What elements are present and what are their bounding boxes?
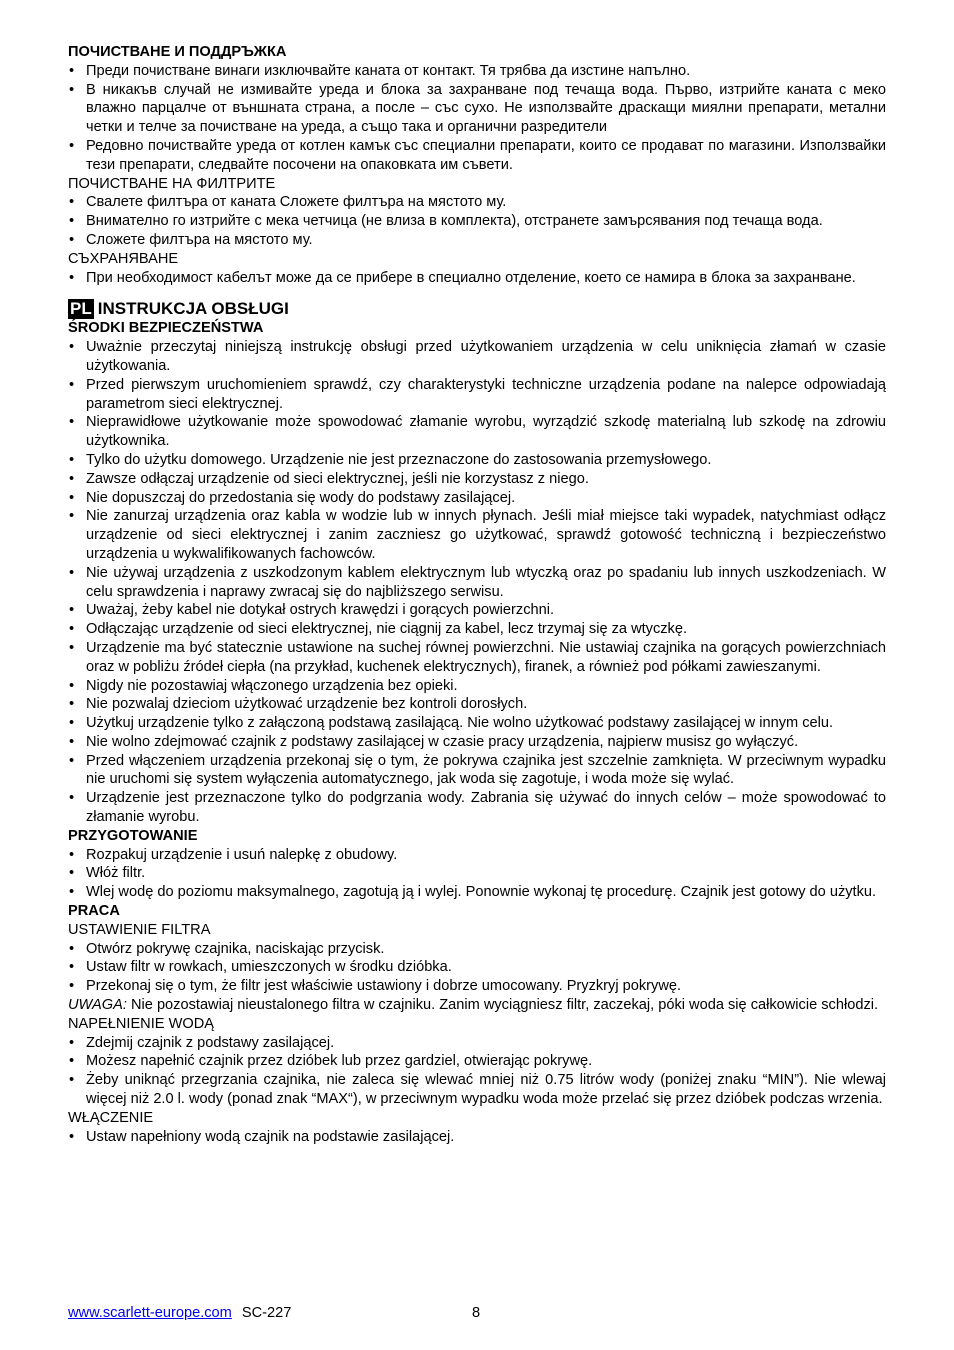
list-item: • Urządzenie ma być statecznie ustawione na suchej równej powierzchni. Nie ustawiaj czajnika na gorących powierzchniach oraz w pobliżu źródeł ciepła (na przykład, kuchenek elektrycznych), firanek, a również pod półkami zawieszanymi. <box>68 639 886 677</box>
list-item: • Nigdy nie pozostawiaj włączonego urządzenia bez opieki. <box>68 677 886 696</box>
document-page <box>68 43 886 1146</box>
note-label: UWAGA: <box>68 997 127 1014</box>
pl-fill-title: NAPEŁNIENIE WODĄ <box>68 1015 214 1032</box>
pl-switch-title: WŁĄCZENIE <box>68 1109 154 1126</box>
list-item: • Zdejmij czajnik z podstawy zasilającej. <box>68 1034 886 1053</box>
list-item: • Ustaw napełniony wodą czajnik na podstawie zasilającej. <box>68 1128 886 1147</box>
bg-storage-list <box>68 269 886 288</box>
list-item: • Otwórz pokrywę czajnika, naciskając przycisk. <box>68 940 886 959</box>
list-item: • Nie pozwalaj dzieciom użytkować urządzenie bez kontroli dorosłych. <box>68 695 886 714</box>
list-item: • Преди почистване винаги изключвайте каната от контакт. Тя трябва да изстине напълно. <box>68 62 886 81</box>
pl-prep-list <box>68 846 886 902</box>
list-item: • В никакъв случай не измивайте уреда и блока за захранване под течаща вода. Първо, изтрийте каната с меко влажно парцалче от външната страна, а после – със сухо. Не използвайте драскащи миялни препарати, метални четки и телче за почистване на уреда, а също така и органични разредители <box>68 81 886 137</box>
list-item: • Wlej wodę do poziomu maksymalnego, zagotują ją i wylej. Ponownie wykonaj tę procedurę. Czajnik jest gotowy do użytku. <box>68 883 886 902</box>
pl-safety-title: ŚRODKI BEZPIECZEŃSTWA <box>68 320 264 337</box>
website-link[interactable]: www.scarlett-europe.com <box>68 1305 232 1321</box>
list-item: • Редовно почиствайте уреда от котлен камък със специални препарати, които се продават по магазини. Използвайки тези препарати, следвайте посочени на опаковката им съвети. <box>68 137 886 175</box>
list-item: • Tylko do użytku domowego. Urządzenie nie jest przeznaczone do zastosowania przemysłowego. <box>68 451 886 470</box>
list-item: • Rozpakuj urządzenie i usuń nalepkę z obudowy. <box>68 846 886 865</box>
bg-storage-title: СЪХРАНЯВАНЕ <box>68 250 179 267</box>
list-item: • Внимателно го изтрийте с мека четчица (не влиза в комплекта), отстранете замърсявания под течаща вода. <box>68 212 886 231</box>
list-item: • Żeby uniknąć przegrzania czajnika, nie zaleca się wlewać mniej niż 0.75 litrów wody (poniżej znaku “MIN”). Nie wlewaj więcej niż 2.0 l. wody (ponad znak “MAX“), w przeciwnym wypadku woda może przelać się przez dzióbek podczas wrzenia. <box>68 1071 886 1109</box>
list-item: • Możesz napełnić czajnik przez dzióbek lub przez gardziel, otwierając pokrywę. <box>68 1052 886 1071</box>
list-item: • Użytkuj urządzenie tylko z załączoną podstawą zasilającą. Nie wolno użytkować podstawy zasilającej w innym celu. <box>68 714 886 733</box>
pl-safety-list <box>68 338 886 827</box>
list-item: • Przed włączeniem urządzenia przekonaj się o tym, że pokrywa czajnika jest szczelnie zamknięta. W przeciwnym wypadku nie uruchomi się system wyłączenia automatycznego, jak woda się zagotuje, i woda może się wylać. <box>68 752 886 790</box>
bg-filter-list <box>68 193 886 249</box>
page-footer <box>68 1304 886 1322</box>
list-item: • Ustaw filtr w rowkach, umieszczonych w środku dzióbka. <box>68 958 886 977</box>
list-item: • Zawsze odłączaj urządzenie od sieci elektrycznej, jeśli nie korzystasz z niego. <box>68 470 886 489</box>
pl-section-title <box>68 299 886 319</box>
list-item: • Uważaj, żeby kabel nie dotykał ostrych krawędzi i gorących powierzchni. <box>68 601 886 620</box>
list-item: • Uważnie przeczytaj niniejszą instrukcję obsługi przed użytkowaniem urządzenia w celu uniknięcia złamań w czasie użytkowania. <box>68 338 886 376</box>
list-item: • Przed pierwszym uruchomieniem sprawdź, czy charakterystyki techniczne urządzenia podane na nalepce odpowiadają parametrom sieci elektrycznej. <box>68 376 886 414</box>
list-item: • При необходимост кабелът може да се прибере в специално отделение, което се намира в блока за захранване. <box>68 269 886 288</box>
bg-cleaning-title: ПОЧИСТВАНЕ И ПОДДРЪЖКА <box>68 44 287 60</box>
list-item: • Сложете филтъра на мястото му. <box>68 231 886 250</box>
pl-switch-list <box>68 1128 886 1147</box>
pl-note <box>68 996 886 1015</box>
page-number: 8 <box>472 1305 481 1321</box>
list-item: • Włóż filtr. <box>68 864 886 883</box>
model-number: SC-227 <box>241 1305 292 1321</box>
language-badge: PL <box>70 299 92 319</box>
list-item: • Nie używaj urządzenia z uszkodzonym kablem elektrycznym lub wtyczką oraz po spadaniu lub innych uszkodzeniach. W celu sprawdzenia i naprawy zwracaj się do najbliższego serwisu. <box>68 564 886 602</box>
bg-cleaning-list <box>68 62 886 175</box>
list-item: • Nie dopuszczaj do przedostania się wody do podstawy zasilającej. <box>68 489 886 508</box>
list-item: • Odłączając urządzenie od sieci elektrycznej, nie ciągnij za kabel, lecz trzymaj się za wtyczkę. <box>68 620 886 639</box>
pl-prep-title: PRZYGOTOWANIE <box>68 827 198 844</box>
bg-filter-title: ПОЧИСТВАНЕ НА ФИЛТРИТЕ <box>68 175 276 192</box>
list-item: • Nieprawidłowe użytkowanie może spowodować złamanie wyrobu, wyrządzić szkodę materialną lub szkodę na zdrowiu użytkownika. <box>68 413 886 451</box>
list-item: • Nie zanurzaj urządzenia oraz kabla w wodzie lub w innych płynach. Jeśli miał miejsce taki wypadek, natychmiast odłącz urządzenie od sieci elektrycznej i zanim zaczniesz go użytkować, sprawdź gotowość techniczną i bezpieczeństwo urządzenia u wykwalifikowanych fachowców. <box>68 507 886 563</box>
list-item: • Nie wolno zdejmować czajnik z podstawy zasilającej w czasie pracy urządzenia, najpierw musisz go wyłączyć. <box>68 733 886 752</box>
list-item: • Свалете филтъра от каната Сложете филтъра на мястото му. <box>68 193 886 212</box>
list-item: • Urządzenie jest przeznaczone tylko do podgrzania wody. Zabrania się używać do innych celów – może spowodować to złamanie wyrobu. <box>68 789 886 827</box>
note-text: Nie pozostawiaj nieustalonego filtra w czajniku. Zanim wyciągniesz filtr, zaczekaj, póki woda się całkowicie schłodzi. <box>126 997 879 1014</box>
pl-filter-setup-list <box>68 940 886 996</box>
pl-work-title: PRACA <box>68 903 120 920</box>
pl-fill-list <box>68 1034 886 1109</box>
list-item: • Przekonaj się o tym, że filtr jest właściwie ustawiony i dobrze umocowany. Pryzkryj pokrywę. <box>68 977 886 996</box>
pl-title: INSTRUKCJA OBSŁUGI <box>97 299 289 319</box>
pl-filter-setup-title: USTAWIENIE FILTRA <box>68 921 211 938</box>
